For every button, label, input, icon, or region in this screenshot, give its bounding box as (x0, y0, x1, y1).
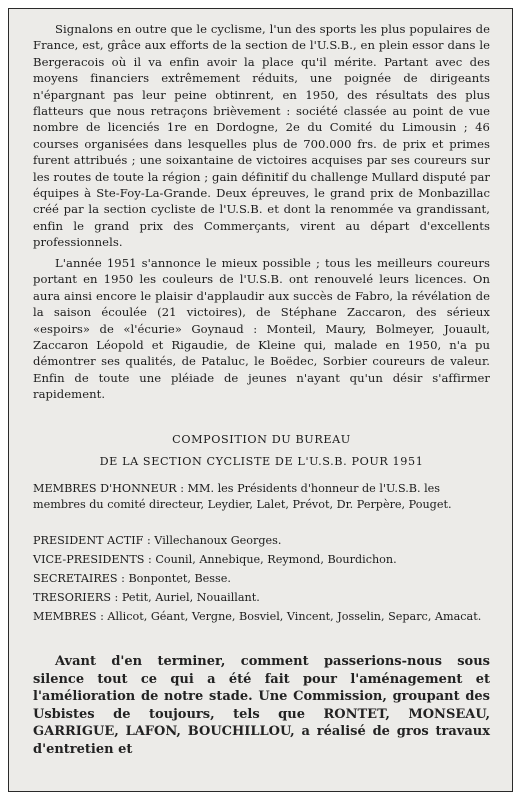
section-heading-bureau: COMPOSITION DU BUREAU (172, 433, 351, 446)
member-honneur: MEMBRES D'HONNEUR : MM. les Présidents d'honneur de l'U.S.B. les membres du comité directeur, Leydier, Lalet, Prévot, Dr. Perpère, Pouget. (33, 482, 452, 511)
member-president: PRESIDENT ACTIF : Villechanoux Georges. (33, 534, 282, 547)
paragraph-season-1951: L'année 1951 s'annonce le mieux possible ; tous les meilleurs coureurs portant en 1950 les couleurs de l'U.S.B. ont renouvelé leurs licences. On aura ainsi encore le plaisir d'applaudir aux succès de Fabro, la révélation de la saison écoulée (21 victoires), de Stéphane Zaccaron, des sérieux «espoirs» de «l'écurie» Goynaud : Monteil, Maury, Bolmeyer, Jouault, Zaccaron Léopold et Rigaudie, de Kleine qui, malade en 1950, n'a pu démontrer ses qualités, de Pataluc, le Boëdec, Sorbier coureurs de valeur. Enfin de toute une pléiade de jeunes n'ayant qu'un désir s'affirmer rapidement. (33, 256, 490, 402)
paragraph-stadium: Avant d'en terminer, comment passerions-nous sous silence tout ce qui a été fait pour l'aménagement et l'amélioration de notre stade. Une Commission, groupant des Usbistes de toujours, tels que RONTET, MONSEAU, GARRIGUE, LAFON, BOUCHILLOU, a réalisé de gros travaux d'entretien et (33, 654, 490, 757)
member-vice-presidents: VICE-PRESIDENTS : Counil, Annebique, Reymond, Bourdichon. (33, 553, 397, 566)
member-tresoriers: TRESORIERS : Petit, Auriel, Nouaillant. (33, 591, 260, 604)
paragraph-cycling-intro: Signalons en outre que le cyclisme, l'un des sports les plus populaires de France, est, grâce aux efforts de la section de l'U.S.B., en plein essor dans le Bergeracois où il va enfin avoir la place qu'il mérite. Partant avec des moyens financiers extrêmement réduits, une poignée de dirigeants n'épargnant pas leur peine obtinrent, en 1950, des résultats des plus flatteurs que nous retraçons brièvement : société classée au point de vue nombre de licenciés 1re en Dordogne, 2e du Comité du Limousin ; 46 courses organisées dans lesquelles plus de 700.000 frs. de prix et primes furent attribués ; une soixantaine de victoires acquises par ses coureurs sur les routes de toute la région ; gain définitif du challenge Mullard disputé par équipes à Ste-Foy-La-Grande. Deux épreuves, le grand prix de Monbazillac créé par la section cycliste de l'U.S.B. et dont la renommée va grandissant, enfin le grand prix des Commerçants, virent au départ d'excellents professionnels. (33, 22, 490, 250)
document-page (8, 8, 513, 792)
member-membres: MEMBRES : Allicot, Géant, Vergne, Bosviel, Vincent, Josselin, Separc, Amacat. (33, 610, 482, 623)
member-secretaires: SECRETAIRES : Bonpontet, Besse. (33, 572, 231, 585)
section-heading-subtitle: DE LA SECTION CYCLISTE DE L'U.S.B. POUR 1951 (99, 455, 424, 468)
